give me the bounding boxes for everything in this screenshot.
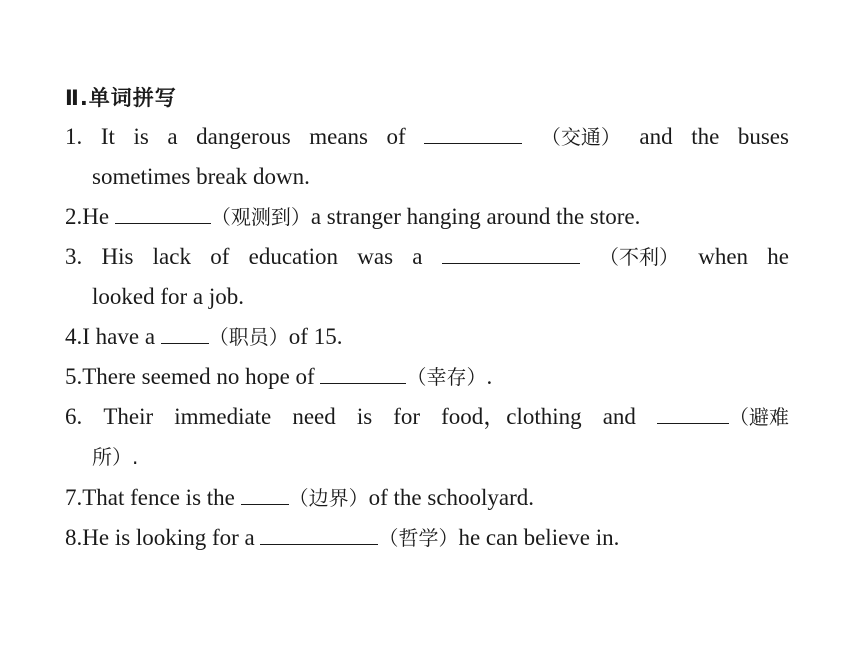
question-number: 1. <box>65 124 83 149</box>
word: means <box>309 124 368 149</box>
word: was <box>357 244 394 269</box>
question-text: looked for a job. <box>92 284 245 309</box>
question-text: He <box>82 204 110 229</box>
question-number: 5. <box>65 364 83 389</box>
word: His <box>101 244 134 269</box>
word: a <box>167 124 178 149</box>
word: is <box>133 124 149 149</box>
question-3-continued <box>92 282 244 312</box>
answer-blank-6[interactable] <box>657 403 729 424</box>
chinese-hint: （交通） <box>540 125 621 149</box>
word: education <box>248 244 339 269</box>
question-6 <box>65 402 789 432</box>
question-number: 3. <box>65 244 83 269</box>
answer-blank-5[interactable] <box>320 363 406 384</box>
question-1-continued <box>92 162 310 192</box>
word: the <box>691 124 720 149</box>
chinese-hint: （职员） <box>208 325 289 349</box>
question-7 <box>65 483 534 513</box>
chinese-hint: （避难 <box>729 405 789 429</box>
chinese-hint: （幸存） <box>406 365 487 389</box>
answer-blank-3[interactable] <box>442 243 580 264</box>
answer-blank-4[interactable] <box>161 323 209 344</box>
chinese-hint: （边界） <box>288 486 369 510</box>
word: buses <box>737 124 789 149</box>
word: is <box>356 404 373 429</box>
question-5 <box>65 362 492 392</box>
word: of <box>210 244 230 269</box>
question-text: sometimes break down. <box>92 164 310 189</box>
question-number: 4. <box>65 324 83 349</box>
question-2 <box>65 202 640 232</box>
question-text: That fence is the <box>82 485 235 510</box>
question-text: He is looking for a <box>82 525 255 550</box>
word: and <box>602 404 636 429</box>
word: food，clothing <box>441 404 582 429</box>
word: a <box>412 244 423 269</box>
question-text: he can believe in. <box>458 525 620 550</box>
word: when <box>698 244 749 269</box>
word: It <box>100 124 115 149</box>
word: immediate <box>174 404 272 429</box>
word: need <box>292 404 336 429</box>
question-number: 6. <box>65 404 83 429</box>
chinese-hint: （不利） <box>598 245 679 269</box>
question-3 <box>65 242 789 272</box>
question-number: 2. <box>65 204 83 229</box>
question-text: There seemed no hope of <box>82 364 315 389</box>
word: Their <box>103 404 154 429</box>
word: lack <box>152 244 191 269</box>
question-4 <box>65 322 342 352</box>
question-text: of the schoolyard. <box>368 485 535 510</box>
word: of <box>386 124 406 149</box>
question-text: I have a <box>82 324 156 349</box>
answer-blank-8[interactable] <box>260 524 378 545</box>
question-number: 8. <box>65 525 83 550</box>
question-text: a stranger hanging around the store. <box>310 204 641 229</box>
answer-blank-7[interactable] <box>241 484 289 505</box>
chinese-hint-continued: 所）. <box>92 445 139 469</box>
question-text: of 15. <box>288 324 343 349</box>
answer-blank-1[interactable] <box>424 123 522 144</box>
chinese-hint: （哲学） <box>378 526 459 550</box>
question-number: 7. <box>65 485 83 510</box>
question-8 <box>65 523 619 553</box>
question-6-continued <box>92 442 138 472</box>
section-title: Ⅱ.单词拼写 <box>65 86 177 110</box>
chinese-hint: （观测到） <box>210 205 311 229</box>
question-1 <box>65 122 789 152</box>
answer-blank-2[interactable] <box>115 203 211 224</box>
question-text: . <box>486 364 493 389</box>
word: dangerous <box>196 124 291 149</box>
word: he <box>767 244 789 269</box>
word: and <box>639 124 673 149</box>
word: for <box>393 404 421 429</box>
